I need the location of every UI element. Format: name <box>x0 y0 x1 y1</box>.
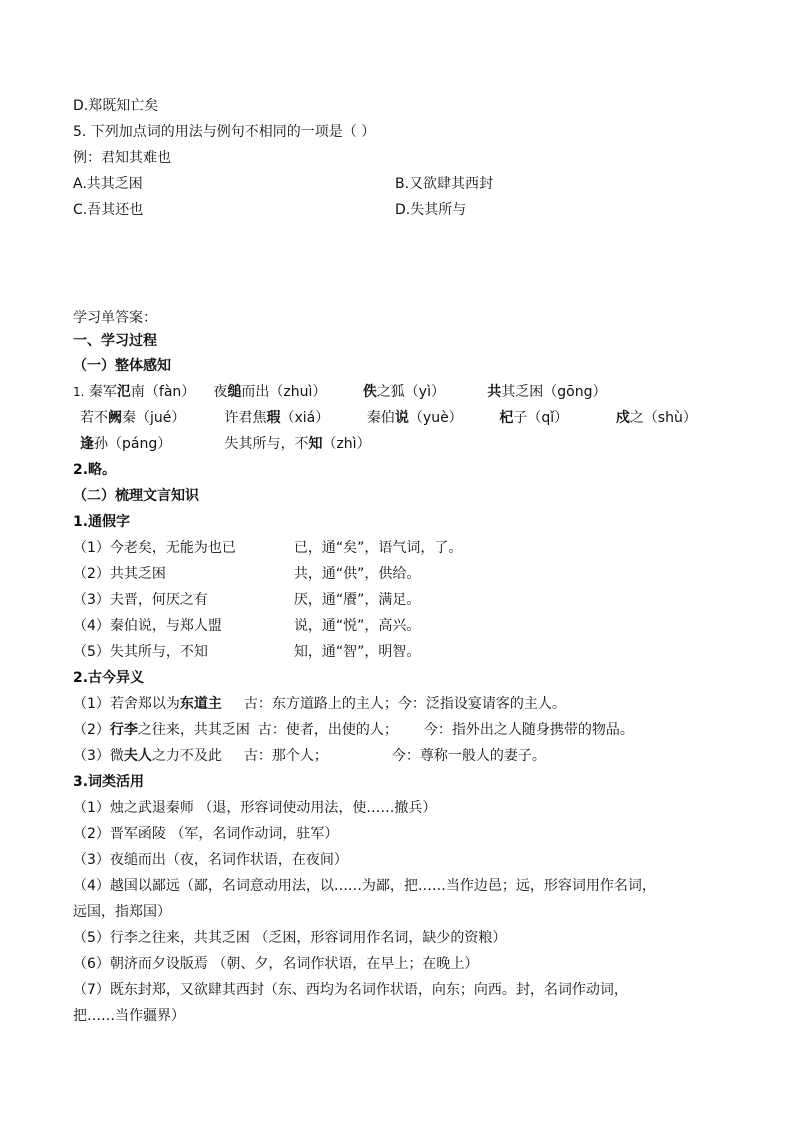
cilei-row: （4）越国以鄙远（鄙，名词意动用法，以……为鄙，把……当作边邑；远，形容词用作名词， <box>73 878 656 894</box>
tongjia-row: （5）失其所与，不知 知，通“智”，明智。 <box>73 644 421 660</box>
cilei-row-continued: 远国，指郑国） <box>73 904 171 920</box>
pinyin-entry: 佚之狐（yì） <box>362 384 445 400</box>
cilei-row: （5）行李之往来，共其乏困 （乏困，形容词用作名词，缺少的资粮） <box>73 930 507 946</box>
tongjia-row: （1）今老矣，无能为也已 已，通“矣”，语气词，了。 <box>73 540 463 556</box>
tongjia-row: （2）共其乏困 共，通“供”，供给。 <box>73 566 421 582</box>
pinyin-entry: 许君焦瑕（xiá） <box>224 410 330 426</box>
pinyin-entry: 夜缒而出（zhuì） <box>213 384 327 400</box>
cilei-row: （6）朝济而夕设版焉 （朝、夕，名词作状语，在早上；在晚上） <box>73 956 479 972</box>
quiz-q5-stem: 5. 下列加点词的用法与例句不相同的一项是（ ） <box>73 124 376 140</box>
gujin-row: （3）微夫人之力不及此 古：那个人； 今：尊称一般人的妻子。 <box>73 748 546 764</box>
section-heading: 一、学习过程 <box>73 333 157 349</box>
gujin-row: （1）若舍郑以为东道主 古：东方道路上的主人；今：泛指设宴请客的主人。 <box>73 696 566 712</box>
option-b: B.又欲肆其西封 <box>395 176 494 192</box>
quiz-q4-option-d: D.郑既知亡矣 <box>73 98 159 114</box>
pinyin-entry: 失其所与，不知（zhì） <box>224 436 371 452</box>
pinyin-row-2 <box>80 408 697 428</box>
pinyin-entry: 杞子（qǐ） <box>499 410 569 426</box>
pinyin-row-3 <box>80 434 371 454</box>
gujin-row: （2）行李之往来，共其乏困 古：使者，出使的人； 今：指外出之人随身携带的物品。 <box>73 722 634 738</box>
tongjia-title: 1.通假字 <box>73 514 131 530</box>
pinyin-entry: 秦伯说（yuè） <box>366 410 463 426</box>
subsection-heading: （一）整体感知 <box>73 358 171 374</box>
quiz-q5-example: 例：君知其难也 <box>73 150 171 166</box>
cilei-row: （1）烛之武退秦师 （退，形容词使动用法，使……撤兵） <box>73 800 437 816</box>
subsection-heading: （二）梳理文言知识 <box>73 488 199 504</box>
pinyin-entry: 秦军氾南（fàn） <box>88 384 196 400</box>
pinyin-entry: 若不阙秦（jué） <box>80 410 186 426</box>
pinyin-row-1 <box>73 382 606 402</box>
cilei-title: 3.词类活用 <box>73 774 145 790</box>
tongjia-row: （3）夫晋，何厌之有 厌，通“餍”，满足。 <box>73 592 421 608</box>
option-c: C.吾其还也 <box>73 202 144 218</box>
cilei-row: （7）既东封郑，又欲肆其西封（东、西均为名词作状语，向东；向西。封，名词作动词， <box>73 982 628 998</box>
pinyin-entry: 逢孙（páng） <box>80 436 172 452</box>
quiz-q5-options-row1 <box>73 174 494 194</box>
cilei-row: （3）夜缒而出（夜，名词作状语，在夜间） <box>73 852 348 868</box>
cilei-row: （2）晋军函陵 （军，名词作动词，驻军） <box>73 826 339 842</box>
item-number: 1. <box>73 385 85 399</box>
gujin-title: 2.古今异义 <box>73 670 145 686</box>
pinyin-entry: 戍之（shù） <box>615 410 697 426</box>
cilei-row-continued: 把……当作疆界） <box>73 1008 185 1024</box>
quiz-q5-options-row2 <box>73 200 467 220</box>
option-a: A.共其乏困 <box>73 176 143 192</box>
tongjia-row: （4）秦伯说，与郑人盟 说，通“悦”，高兴。 <box>73 618 421 634</box>
item-2: 2.略。 <box>73 462 117 478</box>
option-d: D.失其所与 <box>395 202 467 218</box>
pinyin-entry: 共其乏困（gōng） <box>487 384 607 400</box>
answers-title: 学习单答案： <box>73 310 157 326</box>
